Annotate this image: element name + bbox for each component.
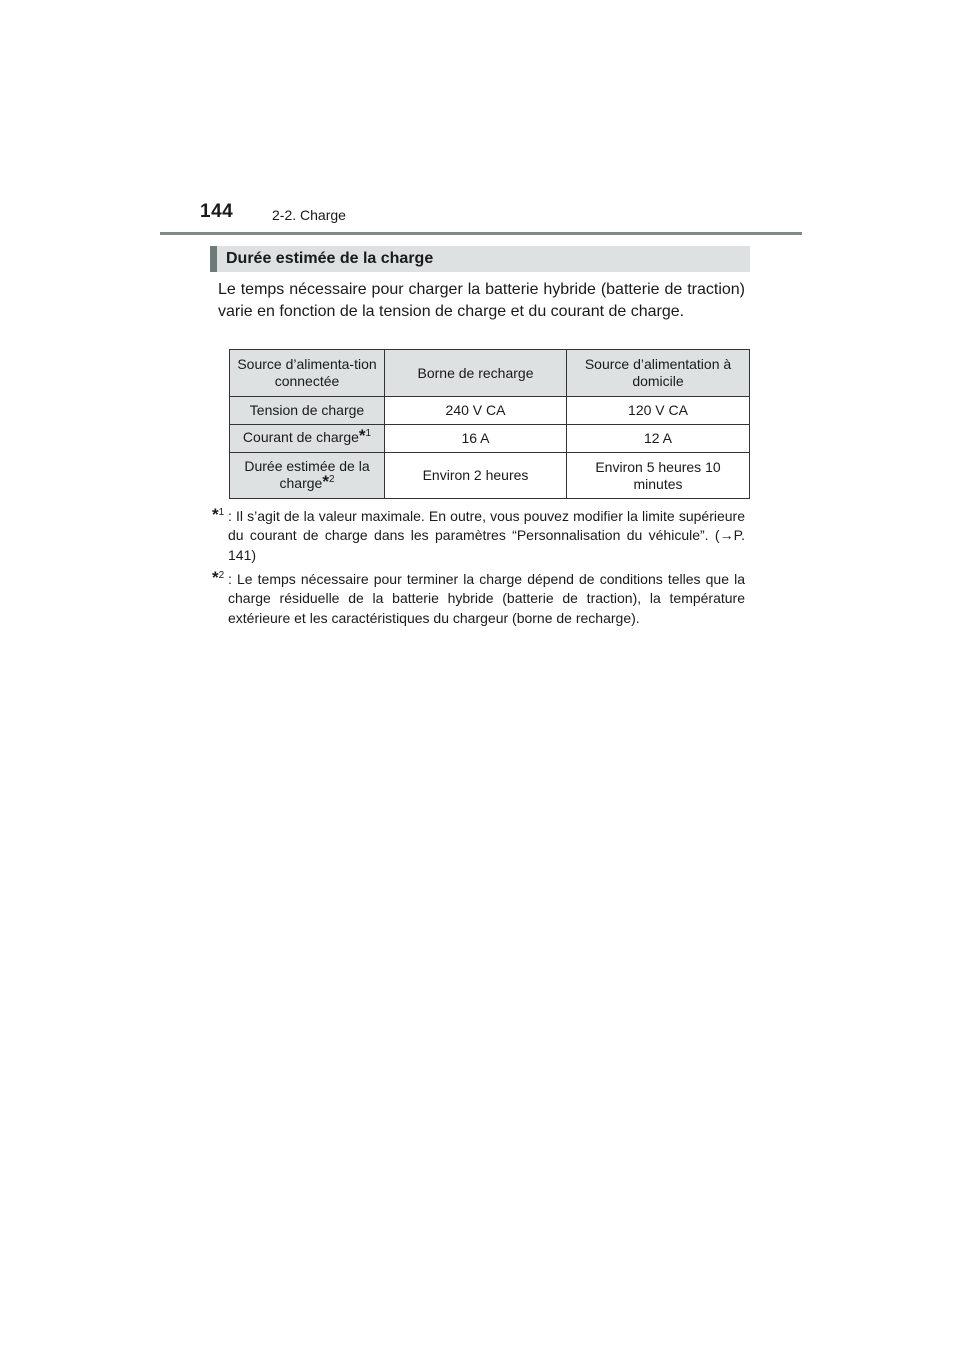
- footnote-star-icon: *: [212, 505, 219, 524]
- row-label-text: Tension de charge: [249, 402, 365, 418]
- header-cell-source: [230, 350, 385, 397]
- row-label-tension: [230, 397, 385, 425]
- table-row: [230, 425, 750, 453]
- cell-value-text: Environ 5 heures 10 minutes: [595, 458, 721, 492]
- cell-value: [385, 425, 567, 453]
- row-label-text: Durée estimée de la charge: [244, 457, 370, 491]
- row-label-courant: [230, 425, 385, 453]
- page-number: 144: [200, 201, 234, 222]
- cell-value-text: 240 V CA: [445, 402, 506, 418]
- footnote-number: 2: [218, 570, 225, 581]
- table-row: [230, 453, 750, 499]
- footnote-marker: [212, 570, 224, 591]
- cell-value-text: 12 A: [643, 430, 673, 446]
- footnote-ref: 2: [328, 473, 335, 485]
- row-label-duree: [230, 453, 385, 499]
- footnote-1: [212, 507, 745, 565]
- table-row: [230, 397, 750, 425]
- charge-time-table: [229, 349, 750, 499]
- footnote-marker: [212, 507, 224, 528]
- header-cell-domicile: [567, 350, 750, 397]
- footnote-text: : Le temps nécessaire pour terminer la charge dépend de conditions telles que la charge résiduelle de la batterie hybride (batterie de traction), la température extérieure et les caractéristiques du chargeur (borne de recharge).: [228, 571, 745, 626]
- cell-value-text: 16 A: [461, 430, 490, 446]
- intro-paragraph: Le temps nécessaire pour charger la batterie hybride (batterie de traction) varie en fonction de la tension de charge et du courant de charge.: [218, 281, 745, 320]
- header-domicile-text: Source d’alimentation à domicile: [584, 356, 732, 389]
- cell-value: [567, 425, 750, 453]
- header-rule: [160, 232, 802, 235]
- footnote-number: 1: [218, 507, 225, 518]
- section-label: 2-2. Charge: [272, 207, 346, 223]
- header-source-text: Source d’alimenta-tion connectée: [237, 356, 377, 389]
- cell-value: [567, 453, 750, 499]
- footnote-star-icon: *: [212, 568, 219, 587]
- cell-value: [385, 453, 567, 499]
- cell-value: [385, 397, 567, 425]
- section-heading: Durée estimée de la charge: [210, 246, 750, 272]
- footnote-star-icon: *: [322, 471, 329, 491]
- row-label-text: Courant de charge: [242, 429, 359, 445]
- header-borne-text: Borne de recharge: [417, 364, 534, 381]
- cell-value-text: Environ 2 heures: [422, 467, 529, 483]
- table-header-row: [230, 350, 750, 397]
- footnote-star-icon: *: [358, 426, 366, 445]
- footnote-2: [212, 570, 745, 628]
- cell-value: [567, 397, 750, 425]
- cell-value-text: 120 V CA: [628, 402, 688, 418]
- header-cell-borne: [385, 350, 567, 397]
- footnote-text: : Il s’agit de la valeur maximale. En outre, vous pouvez modifier la limite supérieure du courant de charge dans les paramètres “Personnalisation du véhicule”. (→P. 141): [228, 508, 745, 563]
- footnote-ref: 1: [365, 428, 372, 439]
